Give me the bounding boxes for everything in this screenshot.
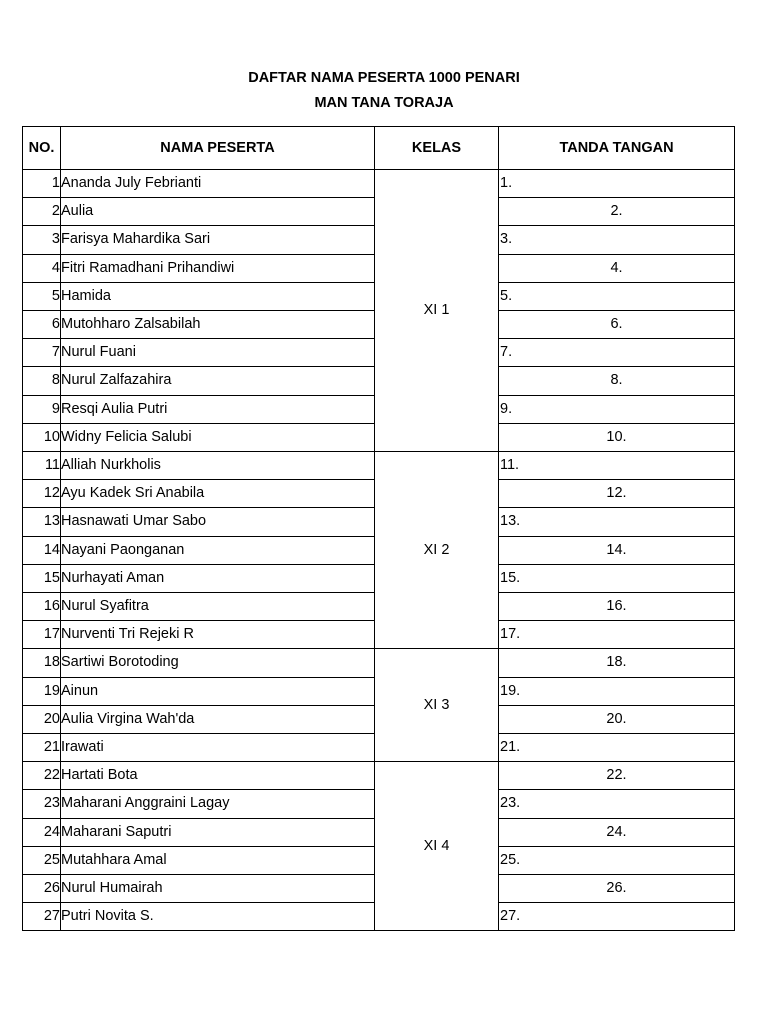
- signature-cell[interactable]: 17.: [499, 621, 735, 649]
- participant-name: Alliah Nurkholis: [61, 452, 375, 480]
- participant-name: Putri Novita S.: [61, 903, 375, 931]
- row-number: 4: [23, 254, 61, 282]
- participant-name: Ananda July Febrianti: [61, 170, 375, 198]
- signature-cell[interactable]: 25.: [499, 846, 735, 874]
- table-row: [23, 170, 735, 198]
- participant-name: Nurventi Tri Rejeki R: [61, 621, 375, 649]
- table-row: [23, 649, 735, 677]
- class-cell: XI 2: [375, 452, 499, 649]
- row-number: 27: [23, 903, 61, 931]
- signature-cell[interactable]: 10.: [499, 423, 735, 451]
- row-number: 21: [23, 734, 61, 762]
- signature-cell[interactable]: 4.: [499, 254, 735, 282]
- participant-name: Nurul Fuani: [61, 339, 375, 367]
- participant-name: Ainun: [61, 677, 375, 705]
- signature-cell[interactable]: 14.: [499, 536, 735, 564]
- signature-cell[interactable]: 22.: [499, 762, 735, 790]
- class-cell: XI 4: [375, 762, 499, 931]
- participant-name: Farisya Mahardika Sari: [61, 226, 375, 254]
- row-number: 3: [23, 226, 61, 254]
- row-number: 22: [23, 762, 61, 790]
- signature-cell[interactable]: 6.: [499, 311, 735, 339]
- signature-cell[interactable]: 7.: [499, 339, 735, 367]
- signature-cell[interactable]: 5.: [499, 282, 735, 310]
- participant-name: Resqi Aulia Putri: [61, 395, 375, 423]
- participant-name: Widny Felicia Salubi: [61, 423, 375, 451]
- header-class: KELAS: [375, 127, 499, 170]
- signature-cell[interactable]: 9.: [499, 395, 735, 423]
- participant-name: Hasnawati Umar Sabo: [61, 508, 375, 536]
- row-number: 14: [23, 536, 61, 564]
- participant-name: Nayani Paonganan: [61, 536, 375, 564]
- participant-name: Nurul Humairah: [61, 875, 375, 903]
- row-number: 20: [23, 705, 61, 733]
- table-row: [23, 452, 735, 480]
- row-number: 9: [23, 395, 61, 423]
- document-title: DAFTAR NAMA PESERTA 1000 PENARI: [248, 70, 520, 86]
- participant-name: Fitri Ramadhani Prihandiwi: [61, 254, 375, 282]
- participant-table: [22, 126, 735, 931]
- signature-cell[interactable]: 13.: [499, 508, 735, 536]
- participant-name: Hartati Bota: [61, 762, 375, 790]
- row-number: 15: [23, 564, 61, 592]
- row-number: 2: [23, 198, 61, 226]
- document-subtitle: MAN TANA TORAJA: [314, 95, 454, 111]
- signature-cell[interactable]: 1.: [499, 170, 735, 198]
- signature-cell[interactable]: 11.: [499, 452, 735, 480]
- participant-name: Nurhayati Aman: [61, 564, 375, 592]
- table-row: [23, 762, 735, 790]
- signature-cell[interactable]: 8.: [499, 367, 735, 395]
- table-header-row: [23, 127, 735, 170]
- row-number: 12: [23, 480, 61, 508]
- signature-cell[interactable]: 2.: [499, 198, 735, 226]
- row-number: 6: [23, 311, 61, 339]
- header-signature: TANDA TANGAN: [499, 127, 735, 170]
- signature-cell[interactable]: 16.: [499, 593, 735, 621]
- signature-cell[interactable]: 23.: [499, 790, 735, 818]
- signature-cell[interactable]: 19.: [499, 677, 735, 705]
- signature-cell[interactable]: 3.: [499, 226, 735, 254]
- participant-name: Mutahhara Amal: [61, 846, 375, 874]
- row-number: 1: [23, 170, 61, 198]
- participant-name: Sartiwi Borotoding: [61, 649, 375, 677]
- row-number: 10: [23, 423, 61, 451]
- participant-name: Hamida: [61, 282, 375, 310]
- row-number: 5: [23, 282, 61, 310]
- signature-cell[interactable]: 15.: [499, 564, 735, 592]
- signature-cell[interactable]: 18.: [499, 649, 735, 677]
- row-number: 7: [23, 339, 61, 367]
- signature-cell[interactable]: 27.: [499, 903, 735, 931]
- row-number: 19: [23, 677, 61, 705]
- header-no: NO.: [23, 127, 61, 170]
- participant-name: Aulia Virgina Wah'da: [61, 705, 375, 733]
- participant-name: Nurul Zalfazahira: [61, 367, 375, 395]
- row-number: 25: [23, 846, 61, 874]
- class-cell: XI 1: [375, 170, 499, 452]
- signature-cell[interactable]: 24.: [499, 818, 735, 846]
- participant-name: Maharani Saputri: [61, 818, 375, 846]
- signature-cell[interactable]: 12.: [499, 480, 735, 508]
- row-number: 17: [23, 621, 61, 649]
- participant-name: Mutohharo Zalsabilah: [61, 311, 375, 339]
- row-number: 11: [23, 452, 61, 480]
- row-number: 13: [23, 508, 61, 536]
- header-name: NAMA PESERTA: [61, 127, 375, 170]
- signature-cell[interactable]: 26.: [499, 875, 735, 903]
- row-number: 24: [23, 818, 61, 846]
- row-number: 18: [23, 649, 61, 677]
- signature-cell[interactable]: 21.: [499, 734, 735, 762]
- class-cell: XI 3: [375, 649, 499, 762]
- row-number: 23: [23, 790, 61, 818]
- participant-name: Ayu Kadek Sri Anabila: [61, 480, 375, 508]
- participant-name: Aulia: [61, 198, 375, 226]
- participant-name: Maharani Anggraini Lagay: [61, 790, 375, 818]
- row-number: 26: [23, 875, 61, 903]
- signature-cell[interactable]: 20.: [499, 705, 735, 733]
- table-body: [23, 170, 735, 931]
- row-number: 8: [23, 367, 61, 395]
- row-number: 16: [23, 593, 61, 621]
- participant-name: Irawati: [61, 734, 375, 762]
- participant-name: Nurul Syafitra: [61, 593, 375, 621]
